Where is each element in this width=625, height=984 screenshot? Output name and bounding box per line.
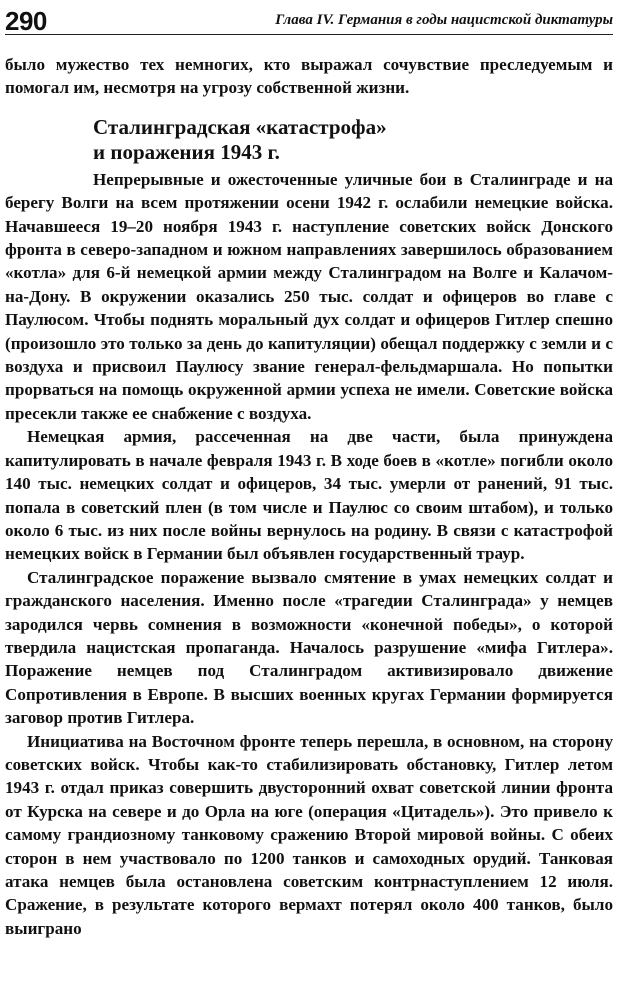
paragraph-4: Инициатива на Восточном фронте теперь перешла, в основном, на сторону советских войск. Чтобы как-то стабилизировать обстановку, Гитлер летом 1943 г. отдал приказ совершить двусторонний охват советской линии фронта от Курска на севере и до Орла на юге (операция «Цитадель»). Это привело к самому грандиозному танковому сражению Второй мировой войны. С обеих сторон в нем участвовало по 1200 танков и самоходных орудий. Танковая атака немцев была остановлена советским контрнаступлением 12 июля. Сражение, в результате которого вермахт потерял около 400 танков, было выиграно (5, 731, 613, 938)
paragraph-1: Непрерывные и ожесточенные уличные бои в Сталинграде и на берегу Волги на всем протяжении осени 1942 г. ослабили немецкие войска. Начавшееся 19–20 ноября 1943 г. наступление советских войск Донского фронта в северо-западном и южном направлениях завершилось образованием «котла» для 6-й немецкой армии между Сталинградом на Волге и Калачом-на-Дону. В окружении оказались 250 тыс. солдат и офицеров во главе с Паулюсом. Чтобы поднять моральный дух солдат и офицеров Гитлер спешно (произошло это только за день до капитуляции) обещал поддержку с земли и с воздуха и присвоил Паулюсу звание генерал-фельдмаршала. Но попытки прорваться на помощь окруженной армии успеха не имели. Советские войска пресекли также ее снабжение с воздуха. (5, 169, 613, 423)
section-heading (93, 115, 613, 165)
page-number: 290 (5, 6, 47, 36)
chapter-title: Глава IV. Германия в годы нацистской диктатуры (275, 12, 613, 28)
paragraph-3: Сталинградское поражение вызвало смятение в умах немецких солдат и гражданского населения. Именно после «трагедии Сталинграда» у немцев зародился червь сомнения в возможности «конечной победы», о которой твердила нацистская пропаганда. Началось разрушение «мифа Гитлера». Поражение немцев под Сталинградом активизировало движение Сопротивления в Европе. В высших военных кругах Германии формируется заговор против Гитлера. (5, 567, 613, 728)
running-head (5, 4, 613, 35)
intro-paragraph: было мужество тех немногих, кто выражал сочувствие преследуемым и помогал им, несмотря на угрозу собственной жизни. (5, 55, 613, 98)
section-heading-line-2: и поражения 1943 г. (93, 139, 280, 164)
paragraph-2: Немецкая армия, рассеченная на две части, была принуждена капитулировать в начале февраля 1943 г. В ходе боев в «котле» погибли около 140 тыс. немецких солдат и офицеров, 34 тыс. умерли от ранений, 91 тыс. попала в советский плен (в том числе и Паулюс со своим штабом), и только около 6 тыс. из них после войны вернулось на родину. В связи с катастрофой немецких войск в Германии был объявлен государственный траур. (5, 427, 613, 564)
section-heading-line-1: Сталинградская «катастрофа» (93, 114, 387, 139)
body-text (5, 53, 613, 940)
